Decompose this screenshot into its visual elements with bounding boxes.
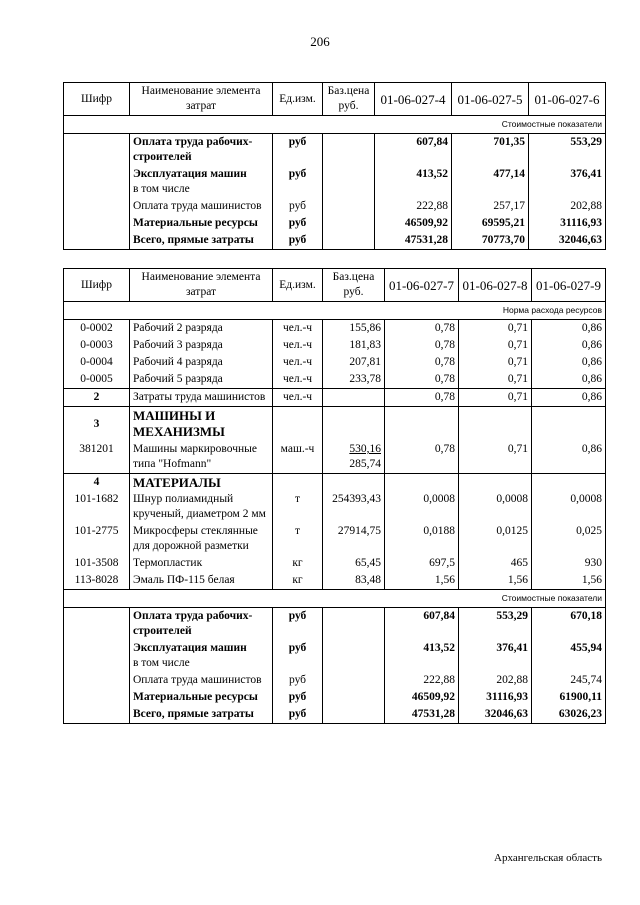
row-value: 202,88 [529,198,606,215]
row-value: 0,86 [532,354,606,371]
header-code-1: 01-06-027-7 [385,269,459,302]
row-name: Затраты труда машинистов [130,389,273,407]
row-code: 101-2775 [64,523,130,555]
row-value: 670,18 [532,608,606,641]
row-name: Оплата труда рабочих-строителей [130,134,273,167]
row-code: 2 [64,389,130,407]
row-value: 465 [459,555,532,572]
row-unit: руб [273,198,323,215]
row-value: 376,41 [529,166,606,198]
row-code: 113-8028 [64,572,130,590]
table-row [64,441,606,474]
row-value: 0,0125 [459,523,532,555]
row-name: Рабочий 3 разряда [130,337,273,354]
row-unit: руб [273,706,323,724]
header-code: Шифр [64,83,130,116]
row-value: 202,88 [459,672,532,689]
header-price: Баз.цена руб. [323,83,375,116]
row-value: 0,78 [385,389,459,407]
row-code: 0-0002 [64,320,130,338]
row-value: 0,86 [532,320,606,338]
row-value: 0,71 [459,389,532,407]
header-code-3: 01-06-027-9 [532,269,606,302]
row-value: 0,0008 [532,491,606,523]
row-value: 47531,28 [375,232,452,250]
cost-table-1 [63,82,606,250]
section-row [64,116,606,134]
row-value: 0,78 [385,337,459,354]
table-row [64,354,606,371]
row-code: 381201 [64,441,130,474]
row-value: 0,71 [459,337,532,354]
row-unit: чел.-ч [273,337,323,354]
row-name: Оплата труда машинистов [130,198,273,215]
section-label-costs: Стоимостные показатели [64,590,606,608]
row-name [130,166,273,198]
header-row [64,269,606,302]
row-price: 27914,75 [323,523,385,555]
table-row [64,134,606,167]
row-name: Рабочий 5 разряда [130,371,273,389]
row-code: 101-3508 [64,555,130,572]
row-name: Материальные ресурсы [130,215,273,232]
row-value: 0,0008 [385,491,459,523]
row-value: 0,025 [532,523,606,555]
row-value: 413,52 [385,640,459,672]
row-value: 61900,11 [532,689,606,706]
row-value: 0,0188 [385,523,459,555]
table-row [64,608,606,641]
row-code: 4 [64,474,130,492]
row-value: 257,17 [452,198,529,215]
row-unit: руб [273,689,323,706]
row-value: 1,56 [532,572,606,590]
row-unit: руб [273,608,323,641]
row-value: 0,71 [459,441,532,474]
section-heading-materials: МАТЕРИАЛЫ [130,474,273,492]
row-code: 3 [64,407,130,442]
row-value: 70773,70 [452,232,529,250]
row-value: 455,94 [532,640,606,672]
table-row [64,672,606,689]
page-number: 206 [310,34,330,49]
row-name: Рабочий 2 разряда [130,320,273,338]
row-value: 46509,92 [375,215,452,232]
row-unit: т [273,523,323,555]
row-value: 32046,63 [459,706,532,724]
row-name-main: Эксплуатация машин [133,168,247,180]
table-row [64,474,606,492]
row-name [130,640,273,672]
header-code-2: 01-06-027-5 [452,83,529,116]
row-value: 222,88 [375,198,452,215]
table-row [64,198,606,215]
table-row [64,689,606,706]
row-unit: чел.-ч [273,371,323,389]
header-unit: Ед.изм. [273,83,323,116]
row-name-main: Эксплуатация машин [133,642,247,654]
row-value: 1,56 [459,572,532,590]
row-unit: руб [273,215,323,232]
row-value: 0,78 [385,371,459,389]
row-unit: чел.-ч [273,389,323,407]
row-value: 553,29 [459,608,532,641]
row-name: Всего, прямые затраты [130,706,273,724]
section-row [64,302,606,320]
table-row [64,407,606,442]
row-price: 181,83 [323,337,385,354]
header-code: Шифр [64,269,130,302]
row-value: 0,86 [532,371,606,389]
row-value: 1,56 [385,572,459,590]
row-unit: руб [273,134,323,167]
table-row [64,166,606,198]
table-row [64,523,606,555]
footer-region: Архангельская область [494,852,602,864]
table-row [64,232,606,250]
table-row [64,491,606,523]
section-heading-machines: МАШИНЫ И МЕХАНИЗМЫ [130,407,273,442]
header-code-1: 01-06-027-4 [375,83,452,116]
row-value: 0,71 [459,371,532,389]
row-name: Шнур полиамидный крученый, диаметром 2 мм [130,491,273,523]
row-unit: кг [273,572,323,590]
row-code: 0-0004 [64,354,130,371]
header-code-2: 01-06-027-8 [459,269,532,302]
row-value: 0,71 [459,354,532,371]
row-value: 607,84 [375,134,452,167]
row-name: Рабочий 4 разряда [130,354,273,371]
row-value: 0,0008 [459,491,532,523]
row-name: Материальные ресурсы [130,689,273,706]
header-price: Баз.цена руб. [323,269,385,302]
row-value: 31116,93 [459,689,532,706]
row-value: 32046,63 [529,232,606,250]
header-name: Наименование элемента затрат [130,269,273,302]
row-price-secondary: 285,74 [349,458,381,470]
row-value: 0,86 [532,337,606,354]
row-unit: кг [273,555,323,572]
header-unit: Ед.изм. [273,269,323,302]
row-subtitle: в том числе [133,657,190,669]
row-value: 0,78 [385,320,459,338]
row-code: 0-0003 [64,337,130,354]
row-name: Микросферы стеклянные для дорожной разметки [130,523,273,555]
row-unit: руб [273,672,323,689]
section-row [64,590,606,608]
row-unit: чел.-ч [273,320,323,338]
row-value: 0,86 [532,441,606,474]
row-price: 254393,43 [323,491,385,523]
row-price: 207,81 [323,354,385,371]
row-price-main: 530,16 [349,443,381,455]
row-price: 155,86 [323,320,385,338]
row-price [323,441,385,474]
row-value: 0,78 [385,354,459,371]
row-price: 65,45 [323,555,385,572]
cost-table-2 [63,268,606,724]
row-value: 697,5 [385,555,459,572]
header-row [64,83,606,116]
row-unit: т [273,491,323,523]
row-code: 101-1682 [64,491,130,523]
section-label-norms: Норма расхода ресурсов [64,302,606,320]
table-row [64,215,606,232]
table-row [64,337,606,354]
row-value: 0,78 [385,441,459,474]
row-price: 233,78 [323,371,385,389]
row-value: 553,29 [529,134,606,167]
row-value: 477,14 [452,166,529,198]
row-unit: чел.-ч [273,354,323,371]
row-unit: руб [273,232,323,250]
row-name: Машины маркировочные типа "Hofmann" [130,441,273,474]
row-value: 0,71 [459,320,532,338]
row-name: Эмаль ПФ-115 белая [130,572,273,590]
row-name: Оплата труда рабочих-строителей [130,608,273,641]
table-row [64,706,606,724]
row-unit: маш.-ч [273,441,323,474]
table-row [64,555,606,572]
row-value: 46509,92 [385,689,459,706]
row-value: 222,88 [385,672,459,689]
table-row [64,371,606,389]
row-price: 83,48 [323,572,385,590]
row-name: Термопластик [130,555,273,572]
table-row [64,640,606,672]
row-value: 930 [532,555,606,572]
row-value: 63026,23 [532,706,606,724]
row-subtitle: в том числе [133,183,190,195]
section-label: Стоимостные показатели [64,116,606,134]
row-value: 245,74 [532,672,606,689]
row-value: 701,35 [452,134,529,167]
header-name: Наименование элемента затрат [130,83,273,116]
row-value: 413,52 [375,166,452,198]
row-unit: руб [273,166,323,198]
row-unit: руб [273,640,323,672]
row-name: Всего, прямые затраты [130,232,273,250]
row-value: 31116,93 [529,215,606,232]
header-code-3: 01-06-027-6 [529,83,606,116]
row-code: 0-0005 [64,371,130,389]
row-value: 69595,21 [452,215,529,232]
table-row [64,389,606,407]
row-value: 607,84 [385,608,459,641]
table-row [64,572,606,590]
table-row [64,320,606,338]
row-value: 0,86 [532,389,606,407]
row-name: Оплата труда машинистов [130,672,273,689]
row-value: 376,41 [459,640,532,672]
row-value: 47531,28 [385,706,459,724]
